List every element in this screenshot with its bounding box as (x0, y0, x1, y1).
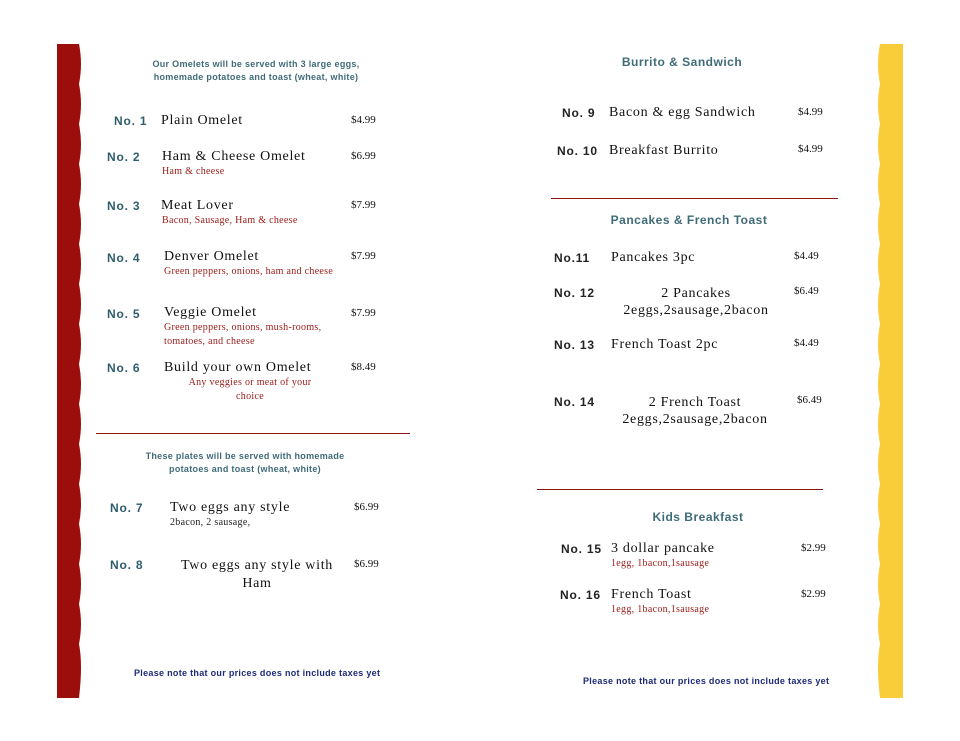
item-desc-15: 1egg, 1bacon,1sausage (611, 558, 710, 569)
item-name-4: Denver Omelet (164, 249, 260, 264)
pancakes-section-title: Pancakes & French Toast (610, 213, 768, 227)
left-color-band (57, 44, 79, 698)
item-name-7: Two eggs any style (170, 500, 291, 515)
item-number-11: No.11 (554, 251, 591, 265)
item-price-3: $7.99 (351, 199, 376, 211)
item-name-5: Veggie Omelet (164, 305, 257, 320)
item-number-8: No. 8 (110, 558, 144, 572)
item-name-11: Pancakes 3pc (611, 250, 696, 265)
item-name-8: Two eggs any style with Ham (181, 558, 333, 591)
item-number-5: No. 5 (107, 307, 141, 321)
item-price-11: $4.49 (794, 250, 819, 262)
item-name-10: Breakfast Burrito (609, 143, 719, 158)
item-name-9: Bacon & egg Sandwich (609, 105, 756, 120)
item-number-10: No. 10 (557, 144, 598, 158)
item-desc-16: 1egg, 1bacon,1sausage (611, 604, 710, 615)
item-price-15: $2.99 (801, 542, 826, 554)
left-footer-note: Please note that our prices does not include taxes yet (134, 668, 381, 678)
omelet-note: Our Omelets will be served with 3 large eggs, homemade potatoes and toast (wheat, white) (152, 59, 360, 82)
item-number-3: No. 3 (107, 199, 141, 213)
item-price-9: $4.99 (798, 106, 823, 118)
burrito-section-title: Burrito & Sandwich (621, 55, 743, 69)
item-desc-4: Green peppers, onions, ham and cheese (164, 266, 334, 277)
item-number-12: No. 12 (554, 286, 595, 300)
item-number-16: No. 16 (560, 588, 601, 602)
item-name-1: Plain Omelet (161, 113, 243, 128)
item-name-3: Meat Lover (161, 198, 234, 213)
item-name-15: 3 dollar pancake (611, 541, 715, 556)
right-band-wavy-edge (876, 44, 882, 698)
item-name-12: 2 Pancakes 2eggs,2sausage,2bacon (623, 286, 769, 318)
right-divider-1 (551, 198, 838, 199)
right-color-band (880, 44, 903, 698)
item-price-14: $6.49 (797, 394, 822, 406)
item-number-6: No. 6 (107, 361, 141, 375)
item-name-13: French Toast 2pc (611, 337, 719, 352)
item-name-16: French Toast (611, 587, 692, 602)
item-desc-3: Bacon, Sausage, Ham & cheese (162, 215, 298, 226)
item-price-6: $8.49 (351, 361, 376, 373)
item-number-15: No. 15 (561, 542, 602, 556)
item-name-14: 2 French Toast 2eggs,2sausage,2bacon (622, 395, 768, 427)
item-price-10: $4.99 (798, 143, 823, 155)
item-price-4: $7.99 (351, 250, 376, 262)
right-divider-2 (537, 489, 823, 490)
item-name-6: Build your own Omelet (164, 360, 312, 375)
item-name-2: Ham & Cheese Omelet (162, 149, 306, 164)
item-price-1: $4.99 (351, 114, 376, 126)
item-number-1: No. 1 (114, 114, 148, 128)
item-number-7: No. 7 (110, 501, 144, 515)
item-number-4: No. 4 (107, 251, 141, 265)
item-number-2: No. 2 (107, 150, 141, 164)
item-price-7: $6.99 (354, 501, 379, 513)
item-desc-7: 2bacon, 2 sausage, (170, 517, 251, 528)
right-footer-note: Please note that our prices does not include taxes yet (583, 676, 830, 686)
item-price-13: $4.49 (794, 337, 819, 349)
item-price-16: $2.99 (801, 588, 826, 600)
item-price-12: $6.49 (794, 285, 819, 297)
item-price-8: $6.99 (354, 558, 379, 570)
item-price-5: $7.99 (351, 307, 376, 319)
left-divider (96, 433, 410, 434)
item-desc-5: Green peppers, onions, mush-rooms, tomatoes, and cheese (164, 322, 322, 347)
item-number-13: No. 13 (554, 338, 595, 352)
plates-note: These plates will be served with homemade potatoes and toast (wheat, white) (145, 451, 345, 474)
left-band-wavy-edge (77, 44, 83, 698)
item-desc-6: Any veggies or meat of your choice (188, 377, 312, 402)
item-number-14: No. 14 (554, 395, 595, 409)
item-desc-2: Ham & cheese (162, 166, 225, 177)
item-price-2: $6.99 (351, 150, 376, 162)
item-number-9: No. 9 (562, 106, 596, 120)
kids-section-title: Kids Breakfast (652, 510, 744, 524)
